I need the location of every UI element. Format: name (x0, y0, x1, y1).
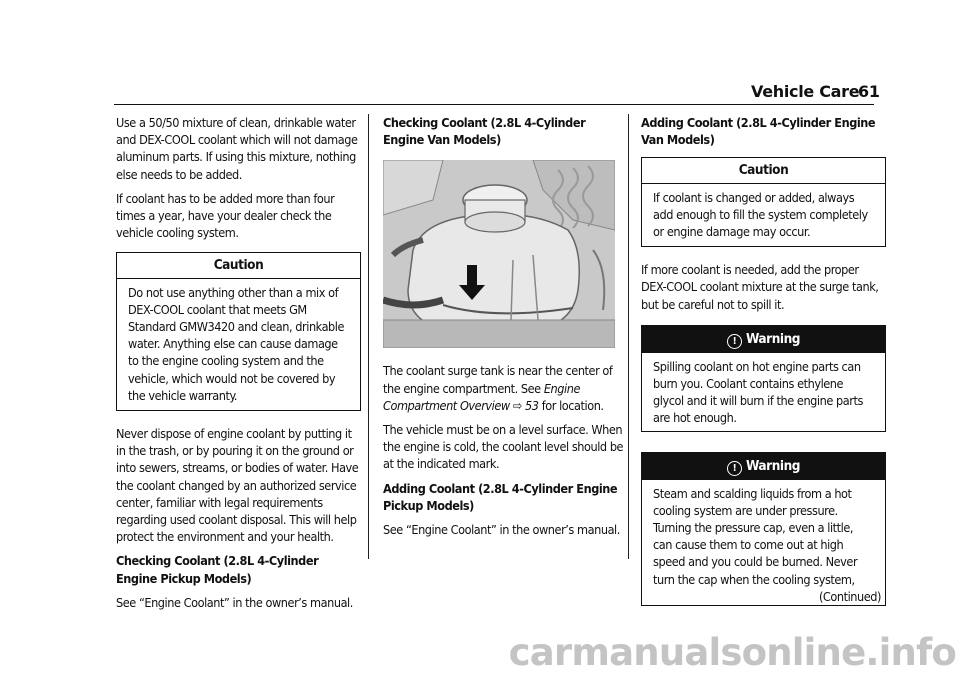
warning-box (641, 452, 886, 606)
paragraph: See “Engine Coolant” in the owner’s manual. (116, 594, 353, 610)
caution-box (641, 157, 886, 247)
paragraph: Use a 50/50 mixture of clean, drinkable water and DEX-COOL coolant which will not damage aluminum parts. If using this mixture, nothing else needs to be added. (116, 115, 358, 182)
page-reference: ⇨ 53 (512, 397, 539, 413)
cross-reference-link[interactable]: Engine Compartment Overview (383, 380, 580, 413)
watermark-site: carmanualsonline.info (508, 631, 956, 674)
warning-text: Spilling coolant on hot engine parts can burn you. Coolant contains ethylene glycol and it will burn if the engine parts are hot enough. (653, 358, 863, 426)
warning-header (642, 453, 885, 480)
warning-title: Warning (745, 457, 801, 474)
paragraph: If more coolant is needed, add the proper DEX-COOL coolant mixture at the surge tank, but be careful not to spill it. (641, 262, 879, 312)
warning-box (641, 325, 886, 432)
page-number: 61 (858, 82, 880, 101)
caution-title: Caution (117, 253, 360, 278)
column-divider (628, 114, 629, 559)
footer (0, 630, 960, 678)
column-1 (116, 114, 361, 618)
subheading: Adding Coolant (2.8L 4-Cylinder Engine Pickup Models) (383, 480, 618, 513)
section-title: Vehicle Care (751, 82, 860, 101)
subheading: Checking Coolant (2.8L 4-Cylinder Engine Pickup Models) (116, 553, 319, 586)
coolant-tank-illustration (383, 160, 615, 348)
warning-title: Warning (745, 330, 801, 347)
caution-box (116, 252, 361, 411)
subheading: Adding Coolant (2.8L 4-Cylinder Engine Van Models) (641, 115, 876, 148)
column-2 (383, 114, 628, 545)
warning-text: Steam and scalding liquids from a hot cooling system are under pressure. Turning the pressure cap, even a little, can cause them to come out at high speed and you could be burned. Never turn the cap when the cooling system, (653, 485, 858, 587)
header-rule (114, 104, 874, 105)
column-3 (641, 114, 886, 620)
warning-header (642, 326, 885, 353)
paragraph: See “Engine Coolant” in the owner’s manual. (383, 522, 620, 538)
engine-illustration-svg (383, 160, 615, 348)
continued-label: (Continued) (818, 588, 881, 604)
column-divider (368, 114, 369, 559)
warning-icon: ! (727, 334, 742, 349)
warning-icon: ! (727, 461, 742, 476)
paragraph: If coolant has to be added more than four times a year, have your dealer check the vehicle cooling system. (116, 190, 335, 241)
caution-text: If coolant is changed or added, always add enough to fill the system completely or engine damage may occur. (653, 189, 868, 240)
paragraph: The coolant surge tank is near the center of the engine compartment. See Engine Compartment Overview ⇨ 53 for location. (383, 363, 613, 413)
subheading: Checking Coolant (2.8L 4-Cylinder Engine Van Models) (383, 115, 586, 148)
caution-title: Caution (642, 158, 885, 183)
caution-text: Do not use anything other than a mix of DEX-COOL coolant that meets GM Standard GMW3420 and clean, drinkable water. Anything else can cause damage to the engine cooling system and the vehicle, which would not be covered by the vehicle warranty. (128, 284, 345, 403)
paragraph: Never dispose of engine coolant by putting it in the trash, or by pouring it on the ground or into sewers, streams, or bodies of water. Have the coolant changed by an authorized service center, familiar with legal requirements regarding used coolant disposal. This will help protect the environment and your health. (116, 426, 359, 545)
paragraph: The vehicle must be on a level surface. When the engine is cold, the coolant level should be at the indicated mark. (383, 422, 624, 472)
